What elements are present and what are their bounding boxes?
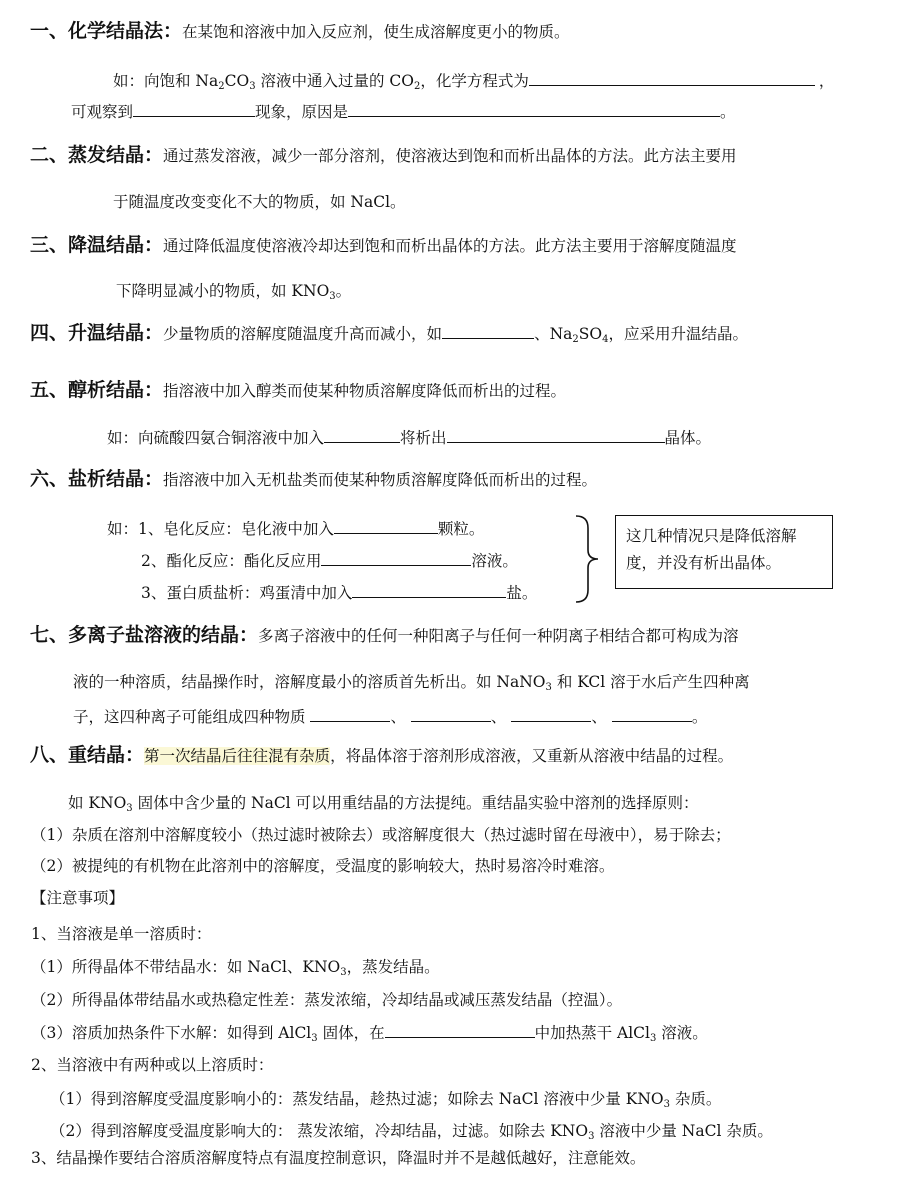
ion-compound-blank-3[interactable] (511, 704, 591, 722)
section-5-line (30, 378, 566, 403)
section-5-desc: 指溶液中加入醇类而使某种物质溶解度降低而析出的过程。 (163, 382, 567, 400)
atmosphere-blank[interactable] (385, 1020, 535, 1038)
section-1-desc: 在某饱和溶液中加入反应剂，使生成溶解度更小的物质。 (182, 23, 570, 41)
salting-example-3: 3、蛋白质盐析：鸡蛋清中加入 盐。 (141, 580, 537, 605)
highlighted-text: 第一次结晶后往往混有杂质 (144, 747, 331, 765)
phenomenon-blank[interactable] (133, 99, 255, 117)
ion-compound-blank-4[interactable] (612, 704, 692, 722)
notes-item-1b: （2）所得晶体带结晶水或热稳定性差：蒸发浓缩，冷却结晶或减压蒸发结晶（控温）。 (31, 991, 623, 1009)
salt-blank-1[interactable] (334, 516, 438, 534)
crystal-blank[interactable] (447, 425, 665, 443)
section-3-desc: 通过降低温度使溶液冷却达到饱和而析出晶体的方法。此方法主要用于溶解度随温度 (163, 237, 737, 255)
salt-blank-2[interactable] (321, 548, 471, 566)
section-4-line: 四、升温结晶：少量物质的溶解度随温度升高而减小，如 、$Na_2SO_4$，应采用升温结晶。 (30, 322, 748, 345)
salt-blank-3[interactable] (352, 580, 506, 598)
section-3-desc-2: 下降明显减小的物质，如 $KNO_3$。 (116, 282, 352, 302)
section-8-p2: （1）杂质在溶剂中溶解度较小（热过滤时被除去）或溶解度很大（热过滤时留在母液中），易于除去； (31, 826, 731, 844)
section-2-line (30, 143, 737, 168)
notes-item-1a: （1）所得晶体不带结晶水：如 NaCl、$KNO_3$，蒸发结晶。 (31, 958, 440, 978)
alcohol-blank[interactable] (324, 425, 400, 443)
salting-example-1: 如：1、皂化反应：皂化液中加入 颗粒。 (107, 516, 484, 541)
section-7-desc-2: 液的一种溶质，结晶操作时，溶解度最小的溶质首先析出。如 NaNO$_3$ 和 KCl 溶于水后产生四种离 (73, 673, 750, 693)
section-3-line (30, 233, 737, 258)
notes-item-3: 3、结晶操作要结合溶质溶解度特点有温度控制意识，降温时并不是越低越好，注意能效。 (31, 1149, 646, 1167)
section-7-desc: 多离子溶液中的任何一种阳离子与任何一种阴离子相结合都可构成为溶 (258, 627, 739, 645)
section-6-line (30, 467, 597, 492)
section-5-example: 如：向硫酸四氨合铜溶液中加入 将析出 晶体。 (107, 425, 711, 450)
section-8-p3: （2）被提纯的有机物在此溶剂中的溶解度，受温度的影响较大，热时易溶冷时难溶。 (31, 857, 615, 875)
section-5-heading: 五、醇析结晶： (30, 379, 164, 401)
note-box: 这几种情况只是降低溶解度，并没有析出晶体。 (615, 515, 833, 589)
section-1-heading: 一、化学结晶法： (30, 20, 183, 42)
section-8-p1: 如 $KNO_3$ 固体中含少量的 NaCl 可以用重结晶的方法提纯。重结晶实验中溶剂的选择原则： (68, 794, 699, 814)
notes-heading: 【注意事项】 (31, 889, 125, 907)
salting-example-2: 2、酯化反应：酯化反应用 溶液。 (141, 548, 518, 573)
section-8-line: 八、重结晶：第一次结晶后往往混有杂质，将晶体溶于溶剂形成溶液，又重新从溶液中结晶的过程。 (30, 744, 734, 766)
equation-blank[interactable] (529, 68, 815, 86)
notes-item-2: 2、当溶液中有两种或以上溶质时： (31, 1056, 274, 1074)
section-7-line (30, 623, 739, 648)
substance-blank[interactable] (442, 321, 534, 339)
notes-item-2a: （1）得到溶解度受温度影响小的：蒸发结晶，趁热过滤；如除去 NaCl 溶液中少量 $KNO_3$ 杂质。 (50, 1090, 722, 1110)
reason-blank[interactable] (348, 99, 720, 117)
section-7-heading: 七、多离子盐溶液的结晶： (30, 624, 259, 646)
notes-item-1c: （3）溶质加热条件下水解：如得到 AlCl$_3$ 固体，在 中加热蒸干 AlCl$_3$ 溶液。 (31, 1020, 708, 1045)
section-6-desc: 指溶液中加入无机盐类而使某种物质溶解度降低而析出的过程。 (163, 471, 598, 489)
right-brace-icon (572, 514, 602, 604)
section-1-example: 如：向饱和 $Na_2CO_3$ 溶液中通入过量的 $CO_2$，化学方程式为 ， (113, 68, 834, 93)
ion-compound-blank-2[interactable] (411, 704, 491, 722)
section-3-heading: 三、降温结晶： (30, 234, 164, 256)
section-6-heading: 六、盐析结晶： (30, 468, 164, 490)
section-2-desc-2: 于随温度改变变化不大的物质，如 NaCl。 (113, 193, 406, 211)
section-1-line (30, 19, 570, 44)
section-1-example-2: 可观察到 现象，原因是 。 (71, 99, 736, 124)
section-2-heading: 二、蒸发结晶： (30, 144, 164, 166)
notes-item-1: 1、当溶液是单一溶质时： (31, 925, 212, 943)
section-7-desc-3: 子，这四种离子可能组成四种物质 、 、 、 。 (73, 704, 707, 729)
ion-compound-blank-1[interactable] (310, 704, 390, 722)
section-2-desc: 通过蒸发溶液，减少一部分溶剂，使溶液达到饱和而析出晶体的方法。此方法主要用 (163, 147, 737, 165)
section-8-heading: 八、重结晶： (30, 744, 145, 766)
notes-item-2b: （2）得到溶解度受温度影响大的： 蒸发浓缩，冷却结晶，过滤。如除去 $KNO_3$ 溶液中少量 NaCl 杂质。 (50, 1122, 773, 1142)
section-4-heading: 四、升温结晶： (30, 322, 164, 344)
